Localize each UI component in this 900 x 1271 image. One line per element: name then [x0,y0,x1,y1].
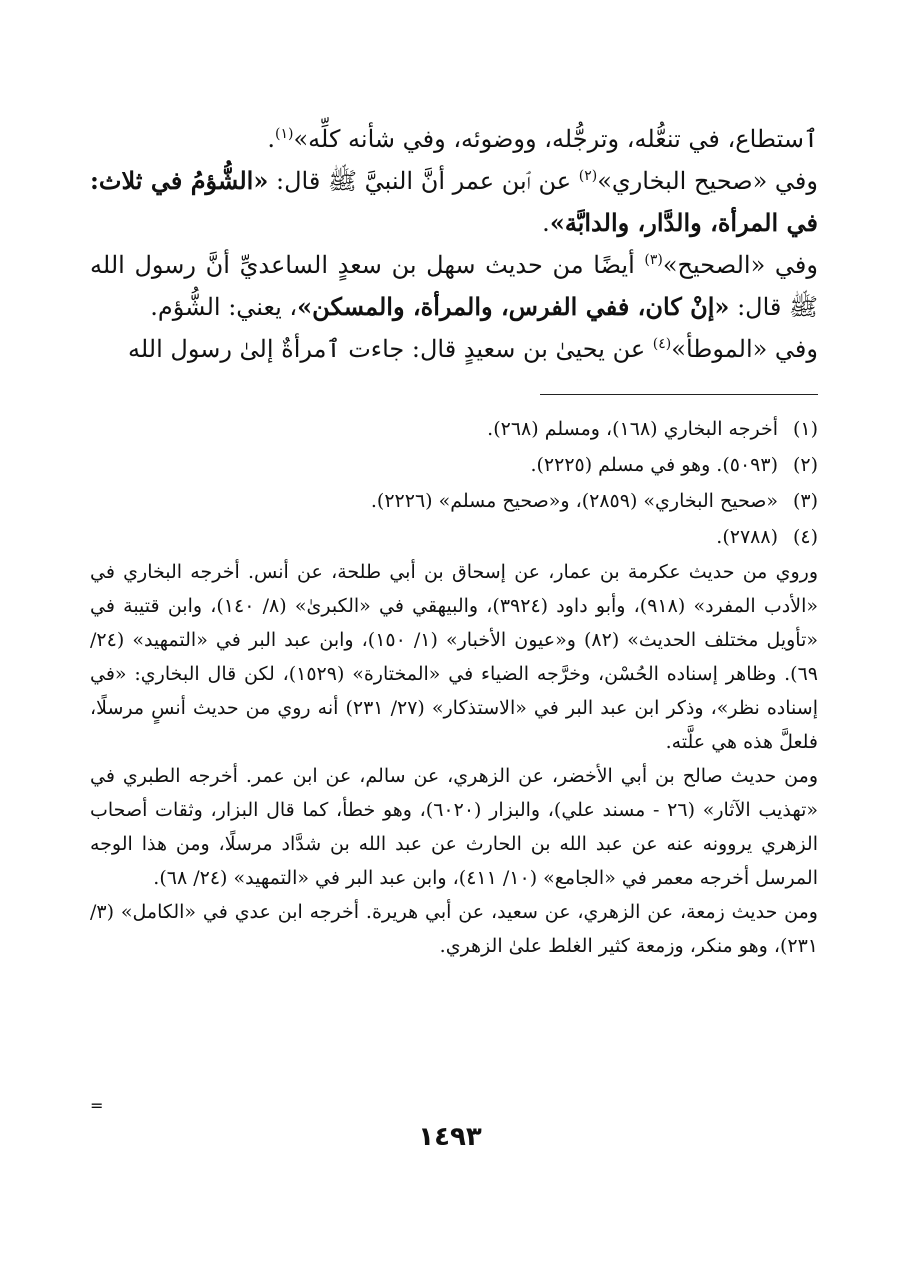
footnote [90,519,818,555]
footnote-text: (٥٠٩٣). وهو في مسلم (٢٢٢٥). [530,454,778,476]
footnote-commentary [90,555,818,963]
page-number: ١٤٩٣ [418,1122,482,1152]
footnotes [90,411,818,555]
footnote-number: (٤) [792,526,818,548]
hadith-quote: «إنْ كان، ففي الفرس، والمرأة، والمسكن» [297,292,730,321]
hadith-quote: «الشُّؤمُ في ثلاث: في المرأة، والدَّار، والدابَّة» [90,166,818,237]
main-paragraph-4: وفي «الموطأ»$^{(٤)}$ عن يحيىٰ بن سعيدٍ قال: جاءت ٱمرأةٌ إلىٰ رسول الله [127,335,818,363]
footnote-text: (٢٧٨٨). [716,526,778,548]
main-paragraph-1: ٱستطاع، في تنعُّله، وترجُّله، ووضوئه، وفي شأنه كلِّه»$^{(١)}$. [267,125,818,153]
commentary-paragraph: ومن حديث زمعة، عن الزهري، عن سعيد، عن أبي هريرة. أخرجه ابن عدي في «الكامل» (٣/ ٢٣١)، وهو منكر، وزمعة كثير الغلط علىٰ الزهري. [90,901,818,957]
footnote [90,411,818,447]
footnote-ref-3[interactable]: (٣) [644,252,663,268]
commentary-paragraph: ومن حديث صالح بن أبي الأخضر، عن الزهري، عن سالم، عن ابن عمر. أخرجه الطبري في «تهذيب الآثار» (٢٦ - مسند علي)، والبزار (٦٠٢٠)، وهو خطأ، كما قال البزار، وثقات أصحاب الزهري يروونه عنه عن عبد الله بن الحارث عن عبد الله بن شدَّاد مرسلًا، ومن هذا الوجه المرسل أخرجه معمر في «الجامع» (١٠/ ٤١١)، وابن عبد البر في «التمهيد» (٢٤/ ٦٨). [90,765,818,889]
footnote-text: أخرجه البخاري (١٦٨)، ومسلم (٢٦٨). [487,418,778,440]
footnote [90,483,818,519]
main-text [90,118,818,370]
footnote [90,447,818,483]
footnote-ref-4[interactable]: (٤) [652,336,672,352]
main-paragraph-3: وفي «الصحيح»$^{(٣)}$ أيضًا من حديث سهل بن سعدٍ الساعديِّ أنَّ رسول الله ﷺ قال: «إنْ كان، ففي الفرس، والمرأة، والمسكن»، يعني: الشُّؤم. [90,251,818,321]
footnote-divider [540,394,818,395]
footnote-number: (١) [792,418,818,440]
footnote-text: «صحيح البخاري» (٢٨٥٩)، و«صحيح مسلم» (٢٢٢٦). [370,490,778,512]
footnote-ref-2[interactable]: (٢) [578,168,598,184]
footnote-number: (٣) [792,490,818,512]
footnote-number: (٢) [792,454,818,476]
commentary-paragraph: وروي من حديث عكرمة بن عمار، عن إسحاق بن أبي طلحة، عن أنس. أخرجه البخاري في «الأدب المفرد» (٩١٨)، وأبو داود (٣٩٢٤)، والبيهقي في «الكبرىٰ» (٨/ ١٤٠)، وابن قتيبة في «تأويل مختلف الحديث» (٨٢) و«عيون الأخبار» (١/ ١٥٠)، وابن عبد البر في «التمهيد» (٢٤/ ٦٩). وظاهر إسناده الحُسْن، وخرَّجه الضياء في «المختارة» (١٥٢٩)، لكن قال البخاري: «في إسناده نظر»، وذكر ابن عبد البر في «الاستذكار» (٢٧/ ٢٣١) أنه روي من حديث أنسٍ مرسلًا، فلعلَّ هذه هي علَّته. [90,561,819,753]
main-paragraph-2: وفي «صحيح البخاري»$^{(٢)}$ عن ٱبن عمر أنَّ النبيَّ ﷺ قال: «الشُّؤمُ في ثلاث: في المرأة، والدَّار، والدابَّة». [90,166,818,237]
continuation-mark: = [90,1096,104,1115]
footnote-ref-1[interactable]: (١) [275,126,294,142]
page-body [90,118,818,963]
